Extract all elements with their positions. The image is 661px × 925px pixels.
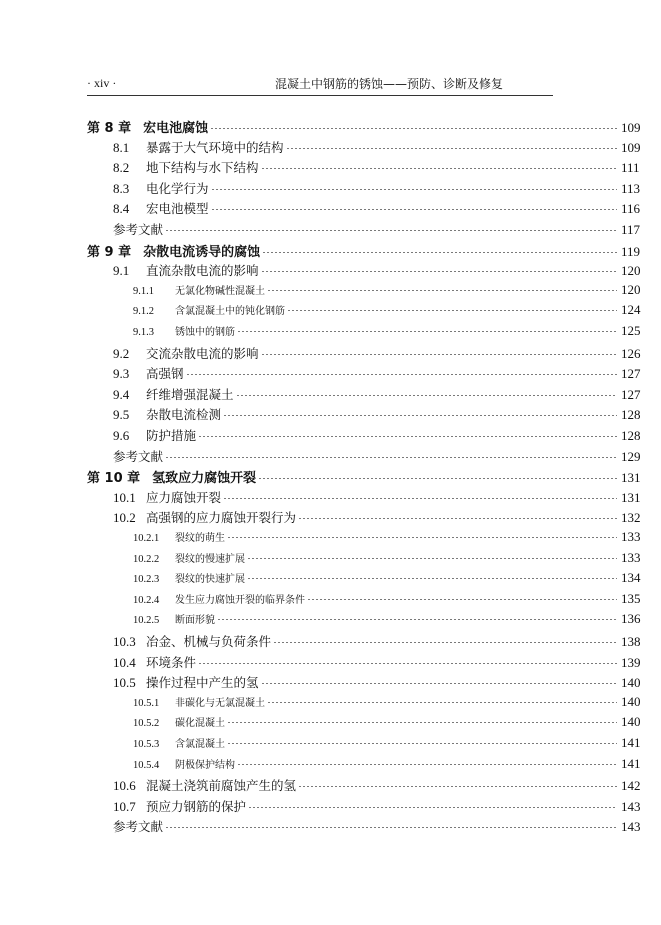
toc-entry-sec (0, 364, 661, 382)
toc-entry-title: 参考文献 (113, 819, 164, 835)
toc-entry-page: 120 (621, 263, 641, 279)
toc-entry-number: 9.1 (113, 263, 130, 279)
toc-entry-sec (0, 673, 661, 691)
toc-entry-title: 防护措施 (146, 428, 197, 443)
toc-entry-page: 129 (621, 448, 641, 464)
dot-leader (237, 331, 617, 332)
toc-entry-title: 断面形貌 (175, 615, 215, 627)
toc-entry-title: 无氯化物碱性混凝土 (175, 285, 265, 297)
toc-entry-sec (0, 199, 661, 217)
dot-leader (247, 578, 617, 579)
toc-entry-title: 锈蚀中的钢筋 (175, 327, 235, 338)
toc-entry-title: 氢致应力腐蚀开裂 (152, 471, 257, 487)
toc-entry-title: 冶金、机械与负荷条件 (146, 634, 272, 649)
toc-entry-number: 9.2 (113, 345, 130, 361)
toc-entry-title: 参考文献 (113, 222, 164, 237)
toc-entry-page: 111 (621, 160, 640, 176)
dot-leader (267, 290, 617, 291)
dot-leader (298, 518, 617, 519)
toc-entry-number: 8.2 (113, 160, 130, 176)
toc-entry-number: 10.7 (113, 798, 136, 814)
dot-leader (227, 743, 617, 744)
toc-entry-page: 124 (621, 302, 641, 318)
dot-leader (217, 619, 617, 620)
toc-entry-page: 141 (621, 735, 641, 750)
toc-entry-title: 应力腐蚀开裂 (146, 489, 222, 505)
toc-entry-number: 10.2.3 (133, 574, 160, 586)
toc-entry-title: 裂纹的快速扩展 (175, 574, 245, 586)
toc-entry-title: 杂散电流检测 (146, 407, 222, 423)
toc-entry-number: 10.6 (113, 778, 136, 794)
toc-entry-title: 暴露于大气环境中的结构 (146, 139, 284, 155)
toc-entry-page: 109 (621, 120, 641, 135)
toc-entry-number: 10.1 (113, 489, 136, 505)
toc-entry-sec (0, 385, 661, 403)
toc-entry-page: 113 (621, 180, 641, 196)
toc-entry-sub (0, 714, 661, 730)
toc-entry-page: 143 (621, 819, 641, 835)
toc-entry-title: 参考文献 (113, 448, 164, 464)
toc-entry-title: 含氯混凝土 (175, 739, 225, 750)
toc-entry-number: 10.2.5 (133, 615, 160, 627)
toc-entry-page: 133 (621, 549, 641, 565)
toc-entry-title: 预应力钢筋的保护 (146, 798, 247, 814)
toc-entry-ref (0, 447, 661, 465)
toc-entry-page: 127 (621, 366, 641, 382)
toc-entry-title: 宏电池腐蚀 (143, 121, 209, 136)
toc-entry-title: 地下结构与水下结构 (146, 160, 259, 176)
toc-entry-page: 127 (621, 386, 641, 402)
dot-leader (258, 478, 617, 479)
page-number: · xiv · (87, 76, 117, 90)
toc-entry-page: 142 (621, 778, 641, 794)
toc-entry-page: 126 (621, 345, 641, 361)
toc-entry-sec (0, 179, 661, 197)
toc-entry-number: 第 9 章 (87, 244, 132, 260)
toc-entry-title: 裂纹的萌生 (175, 533, 225, 544)
dot-leader (165, 230, 617, 231)
toc-entry-sec (0, 632, 661, 650)
toc-entry-number: 8.4 (113, 201, 130, 217)
toc-entry-title: 高强钢 (146, 366, 184, 382)
toc-entry-chapter (0, 241, 661, 260)
dot-leader (247, 558, 617, 559)
toc-entry-page: 140 (621, 675, 641, 691)
running-header (87, 73, 553, 96)
toc-entry-number: 9.5 (113, 407, 130, 423)
toc-entry-title: 裂纹的慢速扩展 (175, 553, 245, 565)
toc-entry-sub (0, 282, 661, 298)
toc-entry-sec (0, 405, 661, 423)
toc-entry-number: 9.6 (113, 428, 130, 443)
toc-entry-number: 9.3 (113, 366, 130, 382)
dot-leader (186, 374, 617, 375)
toc-entry-page: 143 (621, 798, 641, 814)
toc-entry-page: 140 (621, 693, 641, 709)
toc-entry-sub (0, 323, 661, 339)
toc-entry-title: 混凝土浇筑前腐蚀产生的氢 (146, 778, 297, 794)
dot-leader (286, 148, 617, 149)
toc-entry-page: 141 (621, 755, 641, 771)
toc-entry-sec (0, 158, 661, 176)
toc-entry-page: 128 (621, 407, 641, 423)
toc-entry-page: 140 (621, 714, 641, 730)
toc-entry-number: 8.3 (113, 180, 130, 196)
toc-entry-page: 125 (621, 323, 641, 338)
toc-entry-sub (0, 756, 661, 772)
toc-entry-sub (0, 611, 661, 627)
dot-leader (307, 599, 617, 600)
toc-entry-page: 116 (621, 201, 641, 217)
toc-entry-title: 发生应力腐蚀开裂的临界条件 (175, 594, 305, 606)
toc-entry-page: 117 (621, 222, 641, 237)
toc-entry-number: 10.2.4 (133, 594, 160, 606)
dot-leader (223, 498, 617, 499)
dot-leader (261, 354, 617, 355)
dot-leader (165, 457, 617, 458)
dot-leader (262, 252, 617, 253)
toc-entry-title: 直流杂散电流的影响 (146, 263, 259, 279)
toc-entry-sec (0, 797, 661, 815)
toc-entry-title: 电化学行为 (146, 180, 209, 196)
dot-leader (261, 683, 617, 684)
dot-leader (210, 128, 617, 129)
dot-leader (211, 209, 617, 210)
toc-entry-sub (0, 550, 661, 566)
toc-entry-number: 10.3 (113, 634, 136, 649)
toc-entry-sub (0, 302, 661, 318)
toc-entry-page: 138 (621, 634, 641, 649)
toc-entry-sec (0, 653, 661, 671)
toc-entry-title: 含氯混凝土中的钝化钢筋 (175, 306, 285, 318)
toc-entry-page: 132 (621, 510, 641, 526)
toc-entry-chapter (0, 467, 661, 486)
toc-entry-title: 杂散电流诱导的腐蚀 (143, 244, 261, 260)
toc-entry-number: 10.5.3 (133, 739, 160, 750)
dot-leader (248, 807, 617, 808)
toc-entry-page: 139 (621, 654, 641, 670)
toc-entry-page: 128 (621, 428, 641, 443)
toc-entry-sec (0, 776, 661, 794)
toc-entry-page: 131 (621, 470, 641, 486)
dot-leader (287, 310, 617, 311)
dot-leader (261, 168, 617, 169)
toc-entry-number: 8.1 (113, 139, 130, 155)
toc-entry-sub (0, 694, 661, 710)
toc-entry-title: 阴极保护结构 (175, 759, 235, 771)
toc-entry-number: 9.1.1 (133, 285, 154, 297)
book-title: 混凝土中钢筋的锈蚀——预防、诊断及修复 (275, 77, 504, 91)
toc-entry-sec (0, 261, 661, 279)
toc-entry-number: 第 8 章 (87, 121, 132, 136)
toc-entry-ref (0, 817, 661, 835)
dot-leader (273, 642, 617, 643)
toc-entry-page: 134 (621, 570, 641, 586)
toc-entry-number: 9.1.2 (133, 306, 154, 318)
toc-entry-sec (0, 138, 661, 156)
toc-entry-number: 10.2.1 (133, 533, 160, 544)
toc-entry-number: 10.5.2 (133, 718, 160, 730)
toc-entry-sub (0, 735, 661, 751)
toc-entry-number: 10.5.4 (133, 759, 160, 771)
dot-leader (198, 436, 617, 437)
toc-entry-title: 高强钢的应力腐蚀开裂行为 (146, 510, 297, 526)
toc-entry-sec (0, 344, 661, 362)
dot-leader (261, 271, 617, 272)
toc-entry-title: 交流杂散电流的影响 (146, 345, 259, 361)
toc-entry-page: 136 (621, 611, 641, 627)
toc-entry-page: 120 (621, 281, 641, 297)
toc-entry-number: 第 10 章 (87, 471, 141, 487)
toc-entry-number: 10.5 (113, 675, 136, 691)
toc-entry-title: 操作过程中产生的氢 (146, 675, 259, 691)
toc-entry-sec (0, 508, 661, 526)
toc-entry-sub (0, 591, 661, 607)
toc-entry-title: 纤维增强混凝土 (146, 386, 234, 402)
dot-leader (236, 395, 617, 396)
toc-entry-page: 135 (621, 590, 641, 606)
toc-entry-chapter (0, 117, 661, 136)
toc-entry-number: 10.5.1 (133, 697, 160, 709)
dot-leader (298, 786, 617, 787)
toc-entry-sub (0, 570, 661, 586)
dot-leader (267, 702, 617, 703)
dot-leader (227, 722, 617, 723)
toc-entry-number: 10.4 (113, 654, 136, 670)
toc-entry-page: 109 (621, 139, 641, 155)
toc-entry-page: 133 (621, 529, 641, 544)
toc-entry-number: 10.2.2 (133, 553, 160, 565)
dot-leader (237, 764, 617, 765)
toc-entry-sec (0, 426, 661, 444)
toc-entry-sec (0, 488, 661, 506)
dot-leader (211, 189, 617, 190)
toc-entry-title: 非碳化与无氯混凝土 (175, 697, 265, 709)
toc-entry-number: 9.4 (113, 386, 130, 402)
toc-entry-title: 宏电池模型 (146, 201, 209, 217)
toc-entry-ref (0, 220, 661, 238)
dot-leader (165, 827, 617, 828)
toc-entry-sub (0, 529, 661, 545)
toc-entry-number: 10.2 (113, 510, 136, 526)
toc-entry-page: 119 (621, 243, 641, 259)
dot-leader (227, 537, 617, 538)
dot-leader (198, 663, 617, 664)
toc-entry-title: 环境条件 (146, 654, 197, 670)
toc-entry-page: 131 (621, 489, 641, 505)
dot-leader (223, 415, 617, 416)
toc-entry-number: 9.1.3 (133, 327, 154, 338)
toc-entry-title: 碳化混凝土 (175, 718, 225, 730)
